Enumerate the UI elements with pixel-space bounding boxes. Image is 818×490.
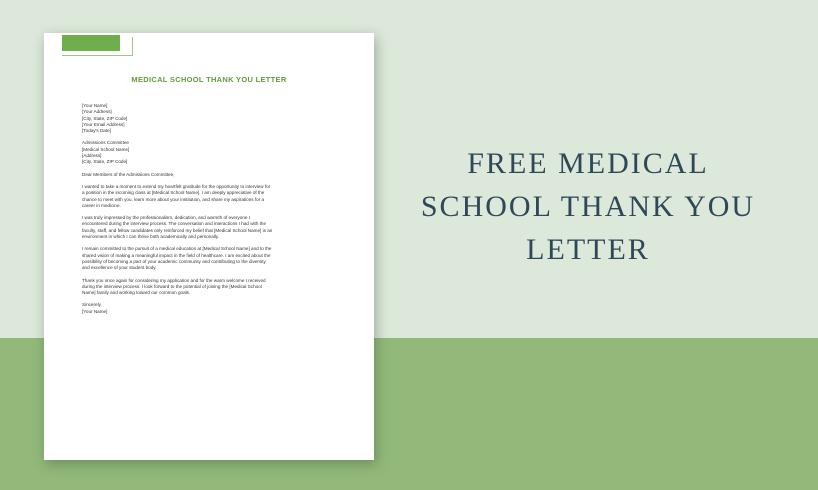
recipient-line: [Medical School Name] xyxy=(82,146,130,152)
paragraph-2 xyxy=(82,215,344,240)
sender-line: [City, State, ZIP Code] xyxy=(82,115,128,121)
paragraph-line: a position in the incoming class at [Medical School Name]. I am deeply appreciative of the xyxy=(82,190,265,196)
sender-line: [Today's Date] xyxy=(82,128,111,134)
signature: [Your Name] xyxy=(82,308,108,314)
sender-line: [Your Address] xyxy=(82,109,112,115)
paragraph-line: I was truly impressed by the professionalism, dedication, and warmth of everyone I xyxy=(82,215,251,221)
sender-line: [Your Name] xyxy=(82,103,108,108)
paragraph-line: Name] family and working toward our common goals. xyxy=(82,290,191,296)
headline-line: FREE MEDICAL xyxy=(467,147,709,180)
paragraph-line: career in medicine. xyxy=(82,202,121,208)
paragraph-line: during the interview process. I look forward to the potential of joining the [Medical School xyxy=(82,283,262,289)
paragraph-line: possibility of becoming a part of your academic community and contributing to the diversity xyxy=(82,258,266,264)
headline-line: SCHOOL THANK YOU xyxy=(420,190,756,223)
corner-accent-line-vertical xyxy=(132,37,133,56)
paragraph-line: I remain committed to the pursuit of a medical education at [Medical School Name] and to the xyxy=(82,246,272,252)
corner-accent-line xyxy=(62,55,132,56)
recipient-line: [Address] xyxy=(82,153,102,159)
paragraph-1 xyxy=(82,184,344,209)
closing: Sincerely, xyxy=(82,302,102,308)
salutation: Dear Members of the Admissions Committee, xyxy=(82,171,175,177)
paragraph-line: encountered during the interview process. The conversation and interactions I had with the xyxy=(82,221,267,227)
paragraph-4 xyxy=(82,278,344,297)
paragraph-line: environment in which I can thrive both academically and personally. xyxy=(82,234,220,240)
letter-title: MEDICAL SCHOOL THANK YOU LETTER xyxy=(131,75,287,84)
headline xyxy=(410,142,766,271)
recipient-line: [City, State, ZIP Code] xyxy=(82,159,128,165)
paragraph-line: chance to meet with you, learn more about your institution, and share my aspirations for a xyxy=(82,196,265,202)
paragraph-line: faculty, staff, and fellow candidates only reinforced my belief that [Medical School Name] is an xyxy=(82,227,273,233)
sender-line: [Your Email Address] xyxy=(82,121,125,127)
sender-block xyxy=(82,103,344,134)
corner-accent-block xyxy=(62,35,120,51)
recipient-line: Admissions Committee xyxy=(82,140,129,146)
letter-page xyxy=(44,33,374,460)
letter-body xyxy=(82,103,344,315)
paragraph-line: Thank you once again for considering my application and for the warm welcome I received xyxy=(82,277,266,283)
recipient-block xyxy=(82,140,344,165)
paragraph-3 xyxy=(82,246,344,271)
headline-line: LETTER xyxy=(526,233,650,266)
paragraph-line: and excellence of your student body. xyxy=(82,265,157,271)
paragraph-line: I wanted to take a moment to extend my heartfelt gratitude for the opportunity to interview for xyxy=(82,183,271,189)
paragraph-line: shared vision of making a meaningful impact in the field of healthcare. I am excited about the xyxy=(82,252,271,258)
